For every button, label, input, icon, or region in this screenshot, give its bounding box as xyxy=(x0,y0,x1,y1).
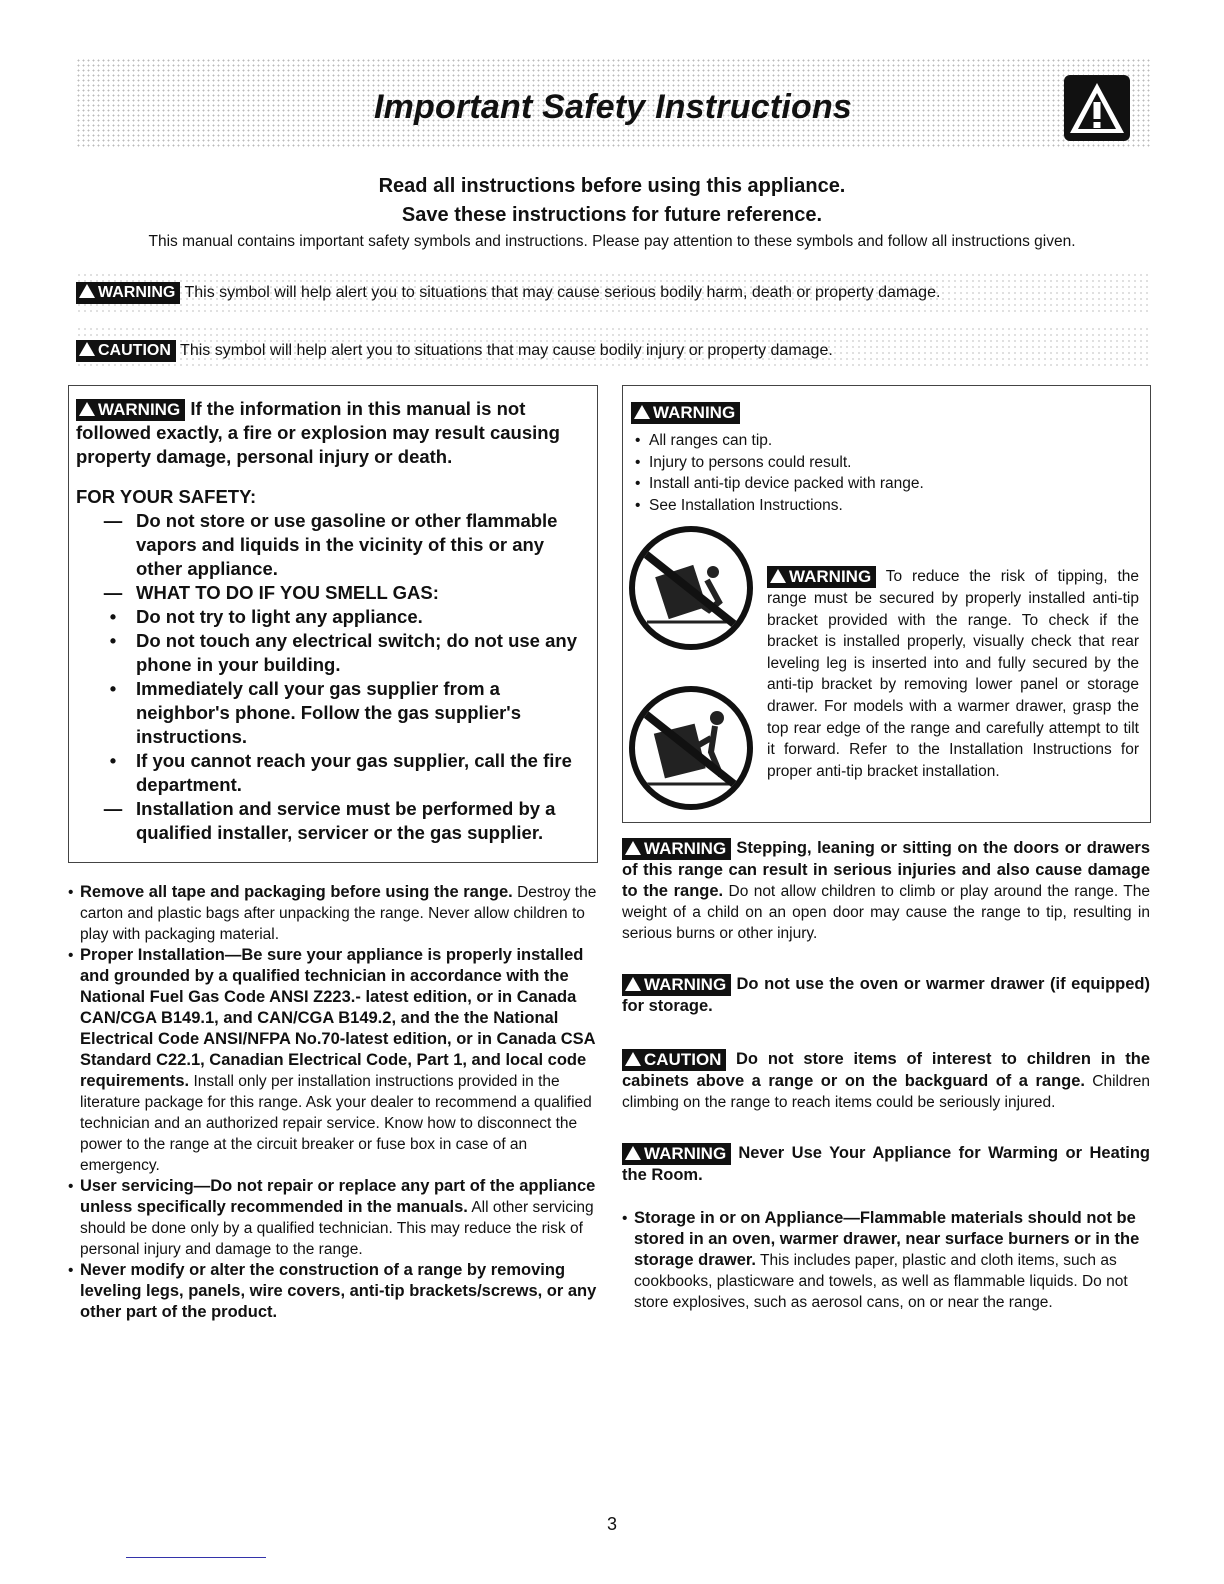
list-item: • If you cannot reach your gas supplier, call the fire department. xyxy=(109,750,572,796)
alert-icon xyxy=(625,977,641,991)
list-item: • User servicing—Do not repair or replace any part of the appliance unless specifically recommended in the manuals. All other servicing should be done only by a qualified technician. This may reduce the risk of personal injury and damage to the range. xyxy=(68,1177,596,1258)
heating-warning: WARNING Never Use Your Appliance for Warming or Heating the Room. xyxy=(622,1144,1150,1184)
gas-warning-box xyxy=(68,385,598,863)
page-title: Important Safety Instructions xyxy=(373,88,853,126)
intro-manual: This manual contains important safety symbols and instructions. Please pay attention to these symbols and follow all instructions given. xyxy=(148,233,1076,250)
list-item: • Proper Installation—Be sure your appliance is properly installed and grounded by a qualified technician in accordance with the National Fuel Gas Code ANSI Z223.- latest edition, or in Canada CAN/CGA B149.1, and CAN/CGA B149.2, and the the National Electrical Code ANSI/NFPA No.70-latest edition, or in Canada CSA Standard C22.1, Canadian Electrical Code, Part 1, and local code requirements. Install only per installation instructions provided in the literature package for this range. Ask your dealer to recommend a qualified technician and an authorized repair service. Know how to disconnect the power to the range at the circuit breaker or fuse box in case of an emergency. xyxy=(68,946,595,1174)
anti-tip-box xyxy=(622,385,1151,823)
list-item: • Do not touch any electrical switch; do not use any phone in your building. xyxy=(109,630,577,676)
alert-icon xyxy=(625,1052,641,1066)
list-item: • Injury to persons could result. xyxy=(635,453,852,471)
intro-save: Save these instructions for future reference. xyxy=(401,204,823,226)
warning-badge: WARNING xyxy=(622,838,731,860)
list-item: • Install anti-tip device packed with range. xyxy=(635,475,924,492)
warning-badge: WARNING xyxy=(622,1143,731,1165)
alert-icon xyxy=(634,405,650,419)
warning-badge: WARNING xyxy=(767,566,876,588)
caution-badge: CAUTION xyxy=(76,340,176,362)
intro-read: Read all instructions before using this appliance. xyxy=(378,175,846,197)
warning-badge: WARNING xyxy=(631,402,740,424)
caution-symbol-row xyxy=(76,326,1150,368)
list-item: • Immediately call your gas supplier from a neighbor's phone. Follow the gas supplier's instructions. xyxy=(109,678,521,748)
warning-badge: WARNING xyxy=(622,974,731,996)
list-item: — Do not store or use gasoline or other flammable vapors and liquids in the vicinity of this or any other appliance. xyxy=(103,510,558,580)
warning-triangle-icon xyxy=(1064,75,1130,141)
no-climbing-icon xyxy=(629,686,753,810)
list-item: • All ranges can tip. xyxy=(635,432,773,449)
warning-symbol-text: This symbol will help alert you to situations that may cause serious bodily harm, death or property damage. xyxy=(184,284,941,302)
caution-badge: CAUTION xyxy=(622,1049,726,1071)
storage-warning: WARNING Do not use the oven or warmer drawer (if equipped) for storage. xyxy=(622,975,1150,1015)
list-item: • See Installation Instructions. xyxy=(635,496,843,514)
anti-tip-instructions: WARNING To reduce the risk of tipping, the range must be secured by properly installed anti-tip bracket provided with the range. To check if the bracket is installed properly, visually check that rear leveling leg is inserted into and fully secured by the anti-tip bracket by removing lower panel or storage drawer. For models with a warmer drawer, grasp the top rear edge of the range and carefully attempt to tilt it forward. Refer to the Installation Instructions for proper anti-tip bracket installation. xyxy=(767,567,1139,780)
warning-symbol-row xyxy=(76,272,1150,314)
alert-icon xyxy=(79,402,95,416)
list-item: • Never modify or alter the construction of a range by removing leveling legs, panels, wire covers, anti-tip brackets/screws, or any other part of the product. xyxy=(68,1261,597,1321)
alert-icon xyxy=(625,841,641,855)
header-banner xyxy=(76,58,1150,148)
list-item: • Remove all tape and packaging before using the range. Destroy the carton and plastic bags after unpacking the range. Never allow children to play with packaging material. xyxy=(68,883,597,943)
children-caution: CAUTION Do not store items of interest to children in the cabinets above a range or on the backguard of a range. Children climbing on the range to reach items could be seriously injured. xyxy=(622,1050,1150,1111)
doors-warning: WARNING Stepping, leaning or sitting on the doors or drawers of this range can result in serious injuries and also cause damage to the range. Do not allow children to climb or play around the range. The weight of a child on an open door may cause the range to tip, resulting in serious burns or other injury. xyxy=(622,839,1151,942)
list-item: • Do not try to light any appliance. xyxy=(109,606,423,628)
right-column xyxy=(622,838,1150,1313)
alert-icon xyxy=(79,342,95,356)
warning-badge: WARNING xyxy=(76,282,180,304)
caution-symbol-text: This symbol will help alert you to situations that may cause bodily injury or property damage. xyxy=(180,342,833,360)
anti-tip-list xyxy=(631,430,1131,516)
list-item: — Installation and service must be performed by a qualified installer, servicer or the gas supplier. xyxy=(103,798,556,844)
left-column xyxy=(68,882,598,1323)
alert-icon xyxy=(625,1146,641,1160)
gas-warning-lead: WARNING If the information in this manual is not followed exactly, a fire or explosion may result causing property damage, personal injury or death. xyxy=(76,398,560,468)
safety-list xyxy=(76,509,593,845)
page-number: 3 xyxy=(606,1514,617,1534)
for-your-safety: FOR YOUR SAFETY: xyxy=(76,486,257,508)
footer-rule xyxy=(126,1557,266,1558)
alert-icon xyxy=(79,284,95,298)
no-tipping-icon xyxy=(629,526,753,650)
list-item: • Storage in or on Appliance—Flammable materials should not be stored in an oven, warmer drawer, near surface burners or in the storage drawer. This includes paper, plastic and cloth items, such as cookbooks, plasticware and towels, as well as flammable liquids. Do not store explosives, such as aerosol cans, on or near the range. xyxy=(622,1209,1140,1311)
list-item: — WHAT TO DO IF YOU SMELL GAS: xyxy=(103,582,439,604)
warning-badge: WARNING xyxy=(76,399,185,421)
alert-icon xyxy=(770,569,786,583)
